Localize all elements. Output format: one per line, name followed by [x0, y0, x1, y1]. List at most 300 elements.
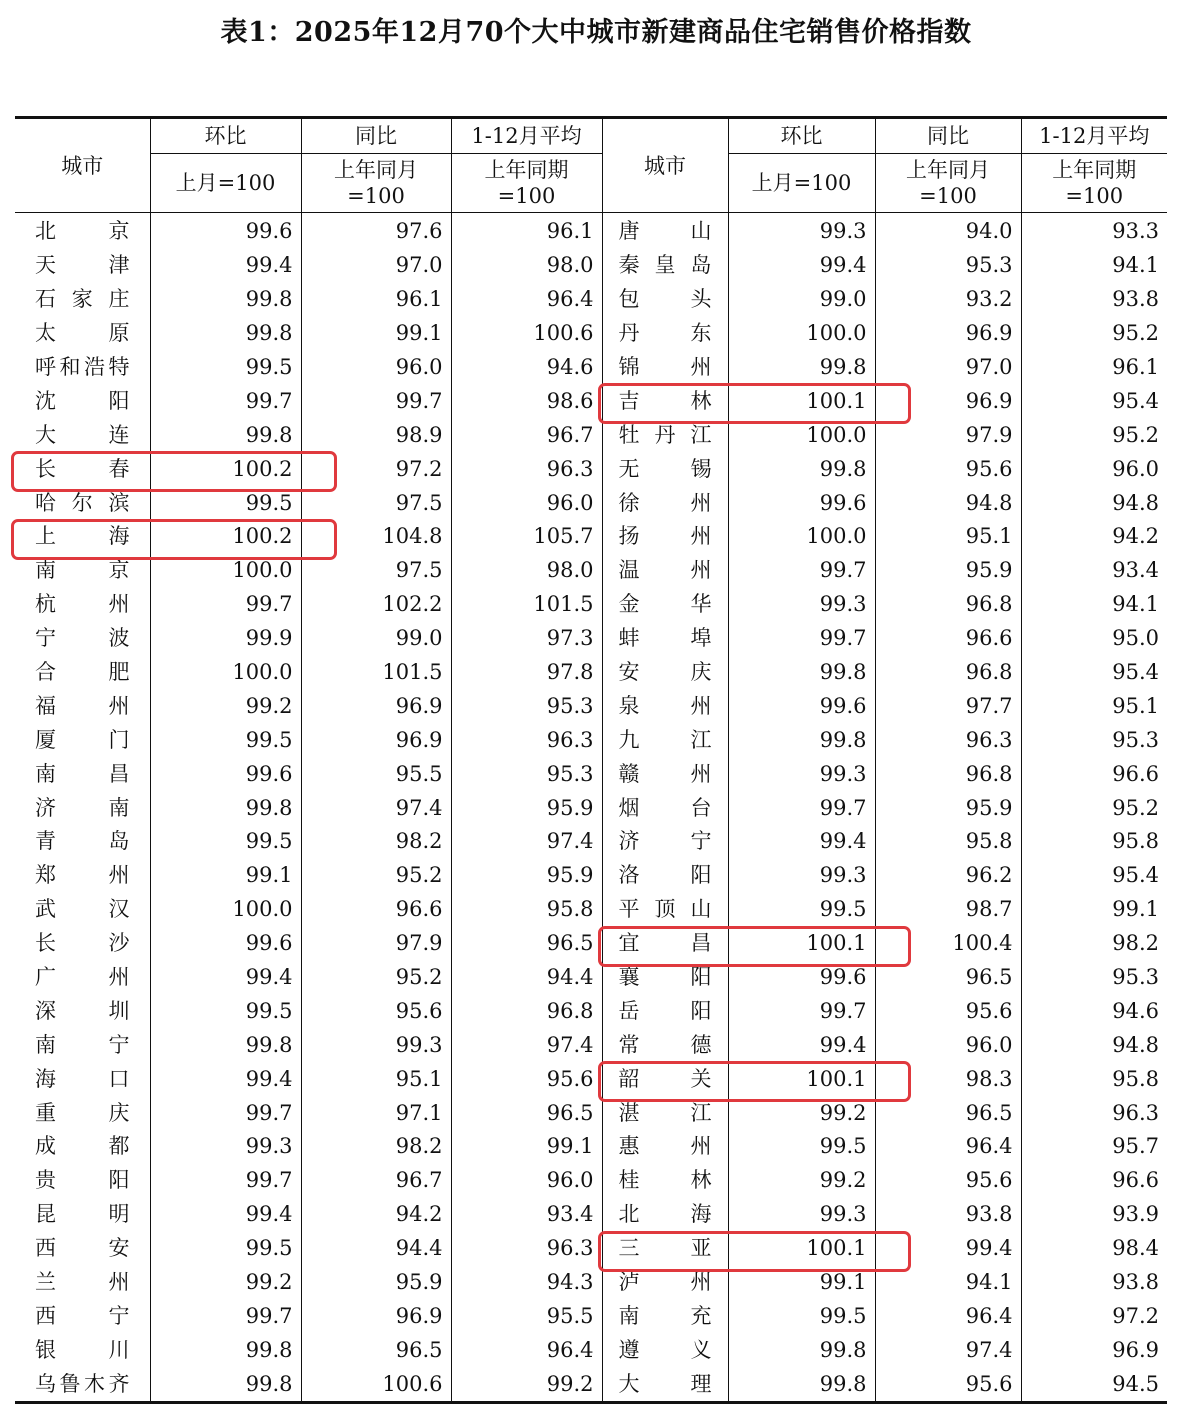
yoy-value-left: 96.0	[301, 351, 451, 385]
yoy-value-left: 97.5	[301, 554, 451, 588]
mom-value-right: 99.4	[728, 825, 875, 859]
yoy-value-right: 97.4	[875, 1333, 1021, 1367]
city-name-right: 北 海	[602, 1198, 728, 1232]
avg-value-right: 93.8	[1021, 1266, 1167, 1300]
yoy-value-right: 96.5	[875, 961, 1021, 995]
mom-value-right: 99.4	[728, 1028, 875, 1062]
mom-value-left: 99.4	[150, 961, 301, 995]
city-name-left: 大 连	[35, 422, 130, 447]
avg-value-right: 95.7	[1021, 1130, 1167, 1164]
city-name-right: 牡 丹 江	[602, 418, 728, 452]
yoy-value-left: 95.2	[301, 961, 451, 995]
table-row	[15, 317, 1167, 351]
table-row	[15, 656, 1167, 690]
city-name-left: 长 春	[35, 456, 130, 481]
table-row	[15, 1130, 1167, 1164]
mom-value-left: 99.5	[150, 723, 301, 757]
table-row	[15, 1198, 1167, 1232]
city-name-left: 杭 州	[35, 592, 130, 617]
mom-value-right: 100.0	[728, 418, 875, 452]
yoy-value-right: 95.6	[875, 1367, 1021, 1402]
avg-value-left: 99.1	[451, 1130, 602, 1164]
header-avg-right: 1-12月平均	[1021, 118, 1167, 154]
yoy-value-left: 99.1	[301, 317, 451, 351]
mom-value-left: 99.6	[150, 757, 301, 791]
city-name-left: 广 州	[35, 965, 130, 990]
mom-value-right: 99.2	[728, 1096, 875, 1130]
yoy-value-left: 97.6	[301, 213, 451, 249]
mom-value-right: 99.8	[728, 351, 875, 385]
header-mom-base-right: 上月=100	[728, 154, 875, 213]
avg-value-left: 95.9	[451, 859, 602, 893]
city-name-right: 大 理	[602, 1367, 728, 1402]
city-name-left: 上 海	[35, 524, 130, 549]
mom-value-left: 99.5	[150, 825, 301, 859]
yoy-value-left: 100.6	[301, 1367, 451, 1402]
avg-value-left: 94.4	[451, 961, 602, 995]
yoy-value-left: 95.9	[301, 1266, 451, 1300]
mom-value-left: 100.2	[150, 520, 301, 554]
mom-value-right: 99.0	[728, 283, 875, 317]
mom-value-left: 99.4	[150, 1198, 301, 1232]
avg-value-left: 95.6	[451, 1062, 602, 1096]
mom-value-right: 99.1	[728, 1266, 875, 1300]
table-title: 表1：2025年12月70个大中城市新建商品住宅销售价格指数	[220, 17, 972, 48]
avg-value-right: 94.8	[1021, 486, 1167, 520]
header-city-right: 城市	[602, 118, 728, 213]
avg-value-left: 94.6	[451, 351, 602, 385]
mom-value-right: 99.7	[728, 622, 875, 656]
yoy-value-right: 96.4	[875, 1300, 1021, 1334]
mom-value-left: 99.2	[150, 689, 301, 723]
yoy-value-left: 96.9	[301, 723, 451, 757]
city-name-right: 岳 阳	[602, 994, 728, 1028]
avg-value-left: 101.5	[451, 588, 602, 622]
city-name-left: 南 京	[35, 558, 130, 583]
city-name-right: 唐 山	[602, 213, 728, 249]
avg-value-left: 95.5	[451, 1300, 602, 1334]
table-row	[15, 520, 1167, 554]
yoy-value-left: 95.5	[301, 757, 451, 791]
table-row	[15, 1028, 1167, 1062]
mom-value-left: 99.8	[150, 418, 301, 452]
header-mom-left: 环比	[150, 118, 301, 154]
city-name-right: 无 锡	[602, 452, 728, 486]
city-name-left: 福 州	[35, 693, 130, 718]
mom-value-right: 99.3	[728, 213, 875, 249]
city-name-right: 锦 州	[602, 351, 728, 385]
mom-value-left: 99.4	[150, 249, 301, 283]
yoy-value-right: 98.3	[875, 1062, 1021, 1096]
yoy-value-right: 93.2	[875, 283, 1021, 317]
header-mom-base-left: 上月=100	[150, 154, 301, 213]
yoy-value-left: 97.9	[301, 927, 451, 961]
mom-value-right: 99.7	[728, 791, 875, 825]
city-name-left: 西 安	[35, 1236, 130, 1261]
avg-value-right: 95.0	[1021, 622, 1167, 656]
yoy-value-right: 95.8	[875, 825, 1021, 859]
mom-value-left: 99.7	[150, 1164, 301, 1198]
city-name-right: 赣 州	[602, 757, 728, 791]
mom-value-left: 99.7	[150, 1300, 301, 1334]
avg-value-right: 95.4	[1021, 859, 1167, 893]
avg-value-left: 97.3	[451, 622, 602, 656]
yoy-value-left: 97.4	[301, 791, 451, 825]
yoy-value-right: 96.9	[875, 317, 1021, 351]
city-name-left: 郑 州	[35, 863, 130, 888]
avg-value-right: 98.2	[1021, 927, 1167, 961]
city-name-left: 济 南	[35, 795, 130, 820]
yoy-value-left: 96.9	[301, 1300, 451, 1334]
mom-value-right: 100.0	[728, 520, 875, 554]
avg-value-left: 96.0	[451, 1164, 602, 1198]
avg-value-right: 96.6	[1021, 757, 1167, 791]
table-row	[15, 723, 1167, 757]
table-row	[15, 554, 1167, 588]
yoy-value-left: 97.0	[301, 249, 451, 283]
city-name-left: 昆 明	[35, 1202, 130, 1227]
table-row	[15, 1300, 1167, 1334]
city-name-right: 丹 东	[602, 317, 728, 351]
avg-value-left: 96.3	[451, 723, 602, 757]
yoy-value-left: 98.2	[301, 1130, 451, 1164]
city-name-right: 蚌 埠	[602, 622, 728, 656]
city-name-right: 包 头	[602, 283, 728, 317]
yoy-value-right: 96.5	[875, 1096, 1021, 1130]
avg-value-right: 95.3	[1021, 723, 1167, 757]
city-name-right: 安 庆	[602, 656, 728, 690]
mom-value-right: 100.0	[728, 317, 875, 351]
mom-value-right: 99.8	[728, 723, 875, 757]
yoy-value-left: 96.5	[301, 1333, 451, 1367]
table-row	[15, 859, 1167, 893]
yoy-value-left: 96.9	[301, 689, 451, 723]
avg-value-left: 97.4	[451, 1028, 602, 1062]
mom-value-left: 99.8	[150, 791, 301, 825]
header-avg-base-left: 上年同期 =100	[451, 154, 602, 213]
table-row	[15, 249, 1167, 283]
city-name-right: 韶 关	[602, 1062, 728, 1096]
avg-value-right: 96.3	[1021, 1096, 1167, 1130]
avg-value-right: 94.5	[1021, 1367, 1167, 1402]
mom-value-right: 99.6	[728, 486, 875, 520]
mom-value-right: 99.8	[728, 1333, 875, 1367]
city-name-right: 平 顶 山	[602, 893, 728, 927]
mom-value-right: 99.2	[728, 1164, 875, 1198]
avg-value-right: 94.6	[1021, 994, 1167, 1028]
city-name-right: 吉 林	[602, 384, 728, 418]
avg-value-left: 98.0	[451, 249, 602, 283]
yoy-value-left: 98.9	[301, 418, 451, 452]
avg-value-right: 93.4	[1021, 554, 1167, 588]
avg-value-right: 95.8	[1021, 1062, 1167, 1096]
avg-value-left: 96.4	[451, 1333, 602, 1367]
table-row	[15, 994, 1167, 1028]
city-name-right: 烟 台	[602, 791, 728, 825]
yoy-value-left: 99.0	[301, 622, 451, 656]
avg-value-right: 94.1	[1021, 249, 1167, 283]
mom-value-left: 99.6	[150, 213, 301, 249]
table-row	[15, 213, 1167, 249]
table-body	[15, 213, 1167, 1403]
yoy-value-right: 95.3	[875, 249, 1021, 283]
avg-value-right: 95.4	[1021, 384, 1167, 418]
avg-value-left: 96.7	[451, 418, 602, 452]
table-row	[15, 283, 1167, 317]
table-row	[15, 1266, 1167, 1300]
avg-value-right: 95.3	[1021, 961, 1167, 995]
yoy-value-right: 97.7	[875, 689, 1021, 723]
avg-value-right: 95.2	[1021, 418, 1167, 452]
city-name-right: 洛 阳	[602, 859, 728, 893]
header-avg-base-right: 上年同期 =100	[1021, 154, 1167, 213]
city-name-right: 温 州	[602, 554, 728, 588]
mom-value-left: 100.0	[150, 656, 301, 690]
mom-value-right: 100.1	[728, 384, 875, 418]
city-name-left: 宁 波	[35, 626, 130, 651]
yoy-value-right: 95.6	[875, 452, 1021, 486]
table-row	[15, 927, 1167, 961]
avg-value-right: 98.4	[1021, 1232, 1167, 1266]
avg-value-right: 96.6	[1021, 1164, 1167, 1198]
avg-value-left: 99.2	[451, 1367, 602, 1402]
avg-value-right: 94.8	[1021, 1028, 1167, 1062]
city-name-right: 金 华	[602, 588, 728, 622]
table-row	[15, 1333, 1167, 1367]
avg-value-right: 96.9	[1021, 1333, 1167, 1367]
yoy-value-right: 96.0	[875, 1028, 1021, 1062]
mom-value-left: 99.8	[150, 1367, 301, 1402]
city-name-left: 深 圳	[35, 998, 130, 1023]
mom-value-right: 100.1	[728, 1232, 875, 1266]
mom-value-right: 99.5	[728, 893, 875, 927]
table-row	[15, 825, 1167, 859]
mom-value-left: 99.7	[150, 1096, 301, 1130]
avg-value-left: 95.9	[451, 791, 602, 825]
mom-value-left: 99.5	[150, 486, 301, 520]
yoy-value-left: 97.1	[301, 1096, 451, 1130]
header-yoy-left: 同比	[301, 118, 451, 154]
mom-value-right: 99.7	[728, 554, 875, 588]
table-row	[15, 1367, 1167, 1402]
yoy-value-right: 95.1	[875, 520, 1021, 554]
mom-value-right: 99.8	[728, 656, 875, 690]
mom-value-left: 99.8	[150, 1028, 301, 1062]
city-name-left: 成 都	[35, 1134, 130, 1159]
yoy-value-left: 95.6	[301, 994, 451, 1028]
city-name-left: 太 原	[35, 321, 130, 346]
yoy-value-left: 97.5	[301, 486, 451, 520]
yoy-value-right: 94.1	[875, 1266, 1021, 1300]
avg-value-right: 93.9	[1021, 1198, 1167, 1232]
avg-value-left: 96.0	[451, 486, 602, 520]
header-city-left: 城市	[15, 118, 150, 213]
mom-value-left: 99.8	[150, 1333, 301, 1367]
avg-value-left: 96.3	[451, 452, 602, 486]
city-name-left: 天 津	[35, 253, 130, 278]
avg-value-left: 100.6	[451, 317, 602, 351]
header-yoy-base-right: 上年同月 =100	[875, 154, 1021, 213]
avg-value-left: 97.4	[451, 825, 602, 859]
city-name-right: 惠 州	[602, 1130, 728, 1164]
table-row	[15, 384, 1167, 418]
header-avg-left: 1-12月平均	[451, 118, 602, 154]
avg-value-left: 95.8	[451, 893, 602, 927]
mom-value-left: 99.1	[150, 859, 301, 893]
yoy-value-right: 96.8	[875, 588, 1021, 622]
table-row	[15, 1164, 1167, 1198]
mom-value-left: 99.7	[150, 384, 301, 418]
city-name-right: 宜 昌	[602, 927, 728, 961]
table-row	[15, 893, 1167, 927]
avg-value-left: 95.3	[451, 757, 602, 791]
mom-value-right: 99.6	[728, 961, 875, 995]
city-name-left: 石 家 庄	[35, 287, 130, 312]
table-row	[15, 689, 1167, 723]
table-row	[15, 351, 1167, 385]
avg-value-left: 96.5	[451, 1096, 602, 1130]
city-name-left: 南 昌	[35, 761, 130, 786]
city-name-right: 济 宁	[602, 825, 728, 859]
mom-value-right: 99.3	[728, 1198, 875, 1232]
city-name-left: 银 川	[35, 1337, 130, 1362]
city-name-right: 扬 州	[602, 520, 728, 554]
table-row	[15, 791, 1167, 825]
city-name-left: 厦 门	[35, 727, 130, 752]
city-name-left: 哈 尔 滨	[35, 490, 130, 515]
mom-value-left: 99.4	[150, 1062, 301, 1096]
yoy-value-left: 96.6	[301, 893, 451, 927]
mom-value-right: 99.7	[728, 994, 875, 1028]
city-name-right: 南 充	[602, 1300, 728, 1334]
city-name-left: 乌 鲁 木 齐	[35, 1371, 130, 1396]
mom-value-right: 99.4	[728, 249, 875, 283]
mom-value-right: 99.5	[728, 1300, 875, 1334]
yoy-value-right: 97.9	[875, 418, 1021, 452]
city-name-left: 合 肥	[35, 660, 130, 685]
price-index-table	[15, 116, 1167, 1404]
mom-value-right: 100.1	[728, 927, 875, 961]
yoy-value-left: 98.2	[301, 825, 451, 859]
yoy-value-right: 96.2	[875, 859, 1021, 893]
mom-value-left: 99.9	[150, 622, 301, 656]
avg-value-right: 93.3	[1021, 213, 1167, 249]
avg-value-right: 96.0	[1021, 452, 1167, 486]
yoy-value-left: 99.7	[301, 384, 451, 418]
avg-value-left: 96.5	[451, 927, 602, 961]
city-name-right: 徐 州	[602, 486, 728, 520]
header-mom-right: 环比	[728, 118, 875, 154]
mom-value-right: 100.1	[728, 1062, 875, 1096]
avg-value-right: 95.2	[1021, 317, 1167, 351]
avg-value-right: 95.2	[1021, 791, 1167, 825]
city-name-left: 重 庆	[35, 1100, 130, 1125]
yoy-value-right: 95.6	[875, 1164, 1021, 1198]
header-yoy-base-left: 上年同月 =100	[301, 154, 451, 213]
yoy-value-left: 104.8	[301, 520, 451, 554]
avg-value-left: 96.4	[451, 283, 602, 317]
yoy-value-left: 96.7	[301, 1164, 451, 1198]
yoy-value-right: 99.4	[875, 1232, 1021, 1266]
mom-value-left: 100.2	[150, 452, 301, 486]
yoy-value-right: 96.9	[875, 384, 1021, 418]
mom-value-left: 99.5	[150, 994, 301, 1028]
city-name-left: 海 口	[35, 1066, 130, 1091]
avg-value-right: 99.1	[1021, 893, 1167, 927]
mom-value-right: 99.3	[728, 757, 875, 791]
yoy-value-left: 101.5	[301, 656, 451, 690]
mom-value-left: 100.0	[150, 893, 301, 927]
yoy-value-left: 95.1	[301, 1062, 451, 1096]
avg-value-left: 93.4	[451, 1198, 602, 1232]
city-name-left: 贵 阳	[35, 1168, 130, 1193]
mom-value-left: 99.3	[150, 1130, 301, 1164]
city-name-left: 北 京	[35, 219, 130, 244]
mom-value-right: 99.8	[728, 452, 875, 486]
city-name-right: 襄 阳	[602, 961, 728, 995]
table-row	[15, 1096, 1167, 1130]
mom-value-left: 99.8	[150, 283, 301, 317]
mom-value-left: 99.5	[150, 1232, 301, 1266]
table-row	[15, 418, 1167, 452]
table-row	[15, 961, 1167, 995]
mom-value-left: 99.8	[150, 317, 301, 351]
yoy-value-left: 102.2	[301, 588, 451, 622]
avg-value-left: 97.8	[451, 656, 602, 690]
city-name-right: 桂 林	[602, 1164, 728, 1198]
avg-value-right: 95.1	[1021, 689, 1167, 723]
yoy-value-left: 96.1	[301, 283, 451, 317]
yoy-value-left: 94.2	[301, 1198, 451, 1232]
yoy-value-left: 99.3	[301, 1028, 451, 1062]
avg-value-right: 97.2	[1021, 1300, 1167, 1334]
yoy-value-right: 96.6	[875, 622, 1021, 656]
header-yoy-right: 同比	[875, 118, 1021, 154]
avg-value-left: 105.7	[451, 520, 602, 554]
city-name-left: 沈 阳	[35, 388, 130, 413]
yoy-value-right: 95.9	[875, 791, 1021, 825]
city-name-left: 青 岛	[35, 829, 130, 854]
avg-value-left: 98.6	[451, 384, 602, 418]
mom-value-left: 99.7	[150, 588, 301, 622]
city-name-right: 秦 皇 岛	[602, 249, 728, 283]
mom-value-left: 99.5	[150, 351, 301, 385]
city-name-right: 泸 州	[602, 1266, 728, 1300]
mom-value-left: 100.0	[150, 554, 301, 588]
mom-value-left: 99.2	[150, 1266, 301, 1300]
yoy-value-right: 98.7	[875, 893, 1021, 927]
city-name-left: 长 沙	[35, 931, 130, 956]
city-name-left: 呼 和 浩 特	[35, 355, 130, 379]
table-row	[15, 452, 1167, 486]
mom-value-right: 99.3	[728, 588, 875, 622]
yoy-value-right: 95.9	[875, 554, 1021, 588]
city-name-left: 西 宁	[35, 1303, 130, 1328]
city-name-left: 武 汉	[35, 897, 130, 922]
table-row	[15, 486, 1167, 520]
yoy-value-right: 96.4	[875, 1130, 1021, 1164]
avg-value-right: 95.4	[1021, 656, 1167, 690]
avg-value-left: 96.3	[451, 1232, 602, 1266]
mom-value-right: 99.8	[728, 1367, 875, 1402]
yoy-value-right: 97.0	[875, 351, 1021, 385]
avg-value-left: 95.3	[451, 689, 602, 723]
table-row	[15, 1232, 1167, 1266]
yoy-value-right: 94.8	[875, 486, 1021, 520]
avg-value-right: 94.1	[1021, 588, 1167, 622]
yoy-value-right: 100.4	[875, 927, 1021, 961]
yoy-value-right: 95.6	[875, 994, 1021, 1028]
